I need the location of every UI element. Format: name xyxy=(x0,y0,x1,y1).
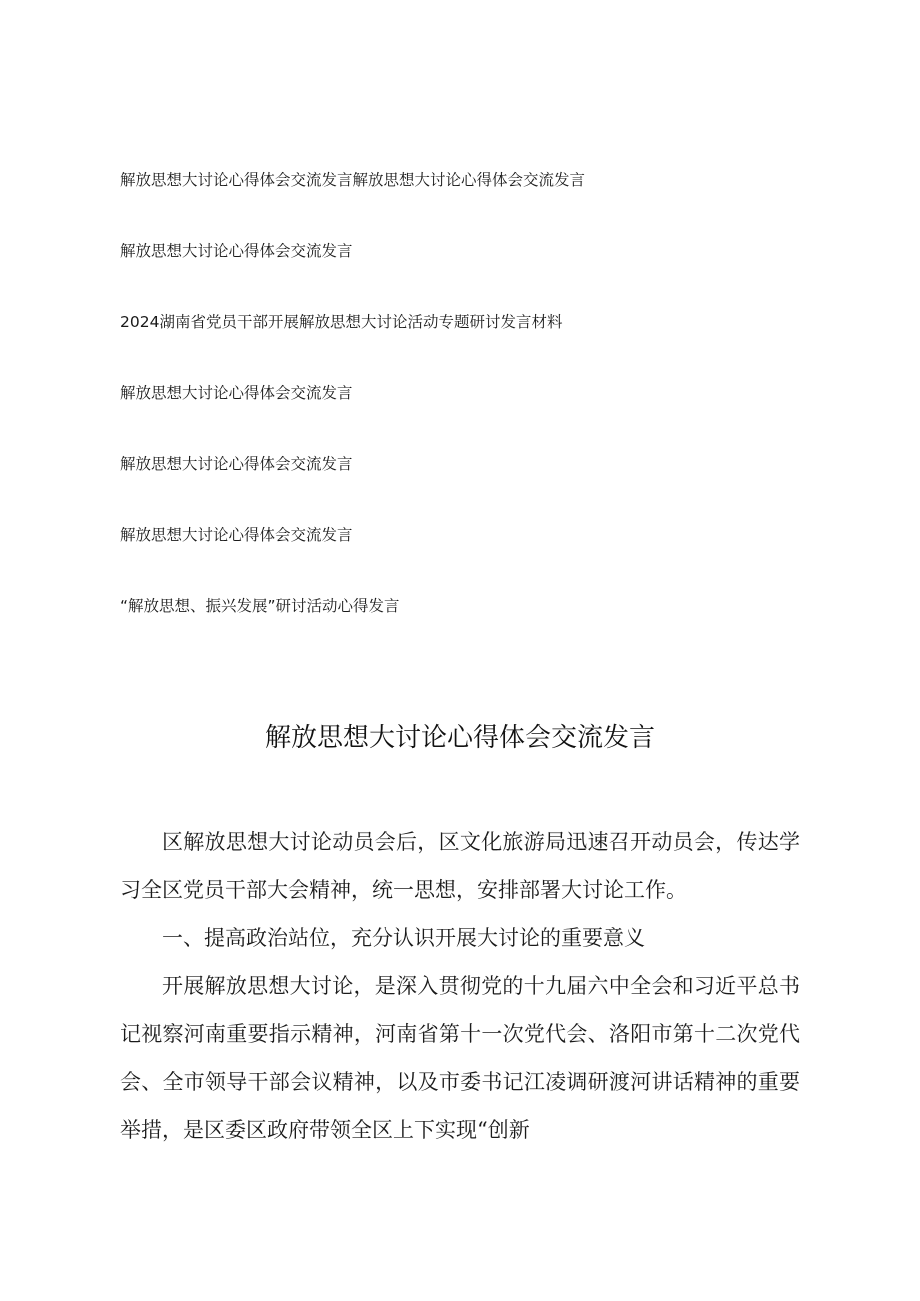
article-title: 解放思想大讨论心得体会交流发言 xyxy=(264,723,655,753)
article-body xyxy=(120,818,800,1154)
section-heading: 一、提高政治站位，充分认识开展大讨论的重要意义 xyxy=(162,926,645,950)
toc-item[interactable]: 解放思想大讨论心得体会交流发言 xyxy=(120,242,353,260)
body-paragraph: 开展解放思想大讨论，是深入贯彻党的十九届六中全会和习近平总书记视察河南重要指示精神，河南省第十一次党代会、洛阳市第十二次党代会、全市领导干部会议精神，以及市委书记江凌调研渡河讲话精神的重要举措，是区委区政府带领全区上下实现“创新 xyxy=(120,974,800,1142)
toc-item[interactable]: 解放思想大讨论心得体会交流发言解放思想大讨论心得体会交流发言 xyxy=(120,171,586,189)
toc-item[interactable]: 解放思想大讨论心得体会交流发言 xyxy=(120,526,353,544)
toc-item[interactable]: 2024湖南省党员干部开展解放思想大讨论活动专题研讨发言材料 xyxy=(120,313,563,331)
toc-item[interactable]: “解放思想、振兴发展”研讨活动心得发言 xyxy=(120,597,400,615)
table-of-contents xyxy=(120,164,820,661)
toc-item[interactable]: 解放思想大讨论心得体会交流发言 xyxy=(120,455,353,473)
body-paragraph: 区解放思想大讨论动员会后，区文化旅游局迅速召开动员会，传达学习全区党员干部大会精神，统一思想，安排部署大讨论工作。 xyxy=(120,830,800,902)
toc-item[interactable]: 解放思想大讨论心得体会交流发言 xyxy=(120,384,353,402)
